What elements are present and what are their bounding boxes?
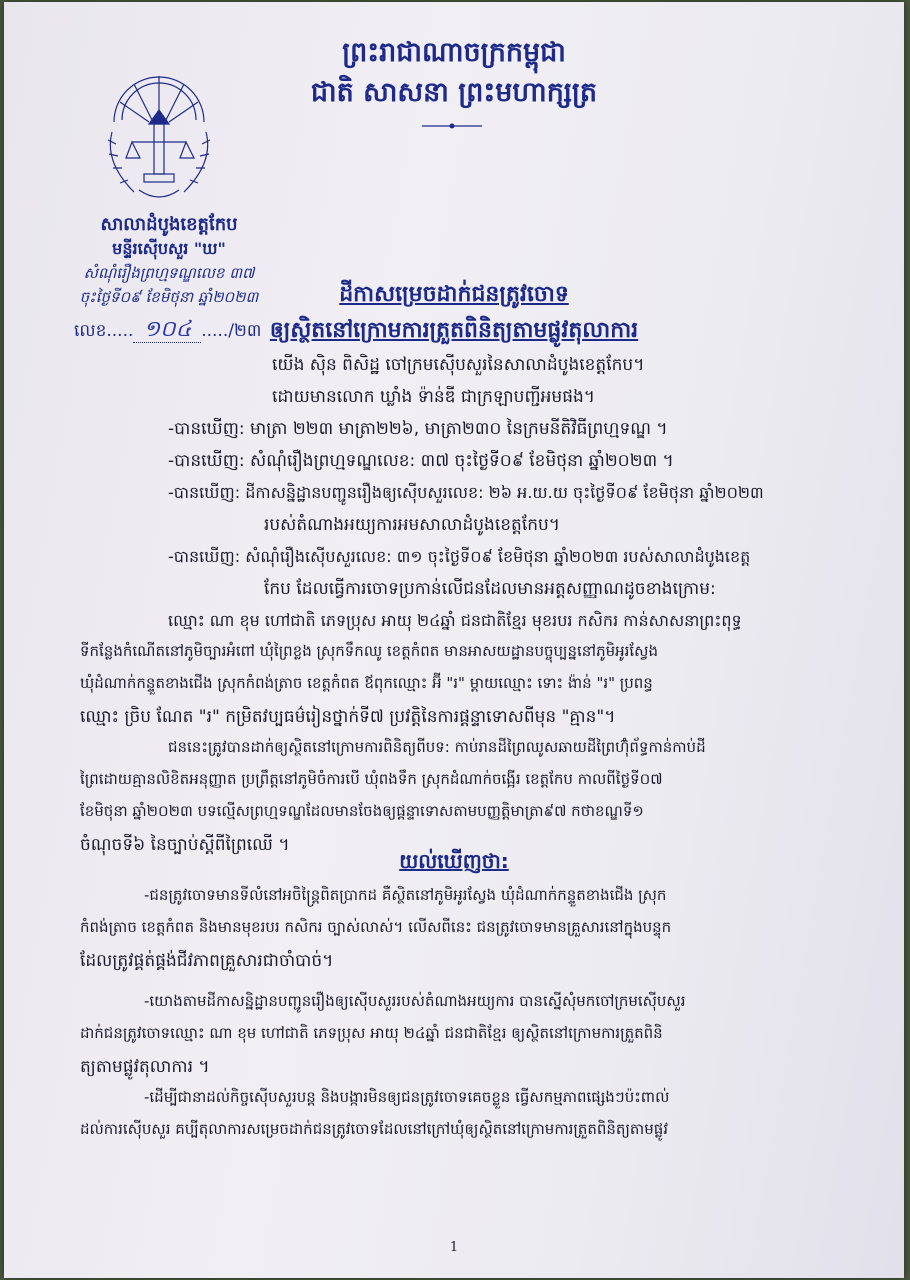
body-line: ឈ្មោះ ច្រិប ណែត "រ" កម្រិតវប្បធម៌រៀនថ្នាក់ទី៧ ប្រវត្តិនៃការផ្តន្ទាទោសពីមុន "គ្មាន"។ (80, 707, 616, 727)
body-line: -យោងតាមដីកាសន្និដ្ឋានបញ្ជូនរឿងឲ្យស៊ើបសួររបស់តំណាងអយ្យការ បានស្នើសុំមកចៅក្រមស៊ើបសួរ (144, 992, 686, 1010)
body-line: ចំណុចទី៦ នៃច្បាប់ស្តីពីព្រៃឈើ ។ (80, 835, 290, 855)
findings-heading: យល់ឃើញថា: (399, 849, 509, 873)
case-file-number: សំណុំរឿងព្រហ្មទណ្ឌលេខ ៣៧ (83, 264, 255, 282)
body-line: ឃុំដំណាក់កន្ទួតខាងជើង ស្រុកកំពង់ត្រាច ខេត្តកំពត ឪពុកឈ្មោះ អ៊ី "រ" ម្តាយឈ្មោះ ទោះ ង៉ាន់ "រ" ប្រពន្ធ (80, 674, 653, 692)
body-line: ទីកន្លែងកំណើតនៅភូមិច្បារអំពៅ ឃុំព្រៃខ្លង ស្រុកទឹកឈូ ខេត្តកំពត មានអាសយដ្ឋានបច្ចុប្បន្ននៅភូមិអូរស្វែង (80, 642, 658, 660)
body-line: របស់តំណាងអយ្យការអមសាលាដំបូងខេត្តកែប។ (264, 515, 561, 535)
document-subtitle: ឲ្យស្ថិតនៅក្រោមការត្រួតពិនិត្យតាមផ្លូវតុលាការ (269, 318, 639, 343)
reference-label: លេខ..... (74, 321, 134, 341)
body-line: ខែមិថុនា ឆ្នាំ២០២៣ បទល្មើសព្រហ្មទណ្ឌដែលមានចែងឲ្យផ្តន្ទាទោសតាមបញ្ញត្តិមាត្រា៩៧ កថាខណ្ឌទី១ (80, 802, 644, 820)
body-line: យើង ស៊ិន ពិសិដ្ឋ ចៅក្រមស៊ើបសួរនៃសាលាដំបូងខេត្តកែប។ (272, 355, 645, 375)
court-name: សាលាដំបូងខេត្តកែប (100, 214, 238, 235)
body-line: -បានឃើញ: មាត្រា ២២៣ មាត្រា២២៦, មាត្រា២៣០ នៃក្រមនីតិវិធីព្រហ្មទណ្ឌ ។ (168, 419, 668, 439)
body-line: ជននេះត្រូវបានដាក់ឲ្យស្ថិតនៅក្រោមការពិនិត្យពីបទ: កាប់រានដីព្រៃឈូសឆាយដីព្រៃហ៊ុំព័ទ្ធកាន់កាប់ដី (168, 738, 706, 756)
body-line: -បានឃើញ: សំណុំរឿងស៊ើបសួរលេខ: ៣១ ចុះថ្ងៃទី០៩ ខែមិថុនា ឆ្នាំ២០២៣ របស់សាលាដំបូងខេត្ត (168, 547, 751, 566)
body-line: -ជនត្រូវចោទមានទីលំនៅអចិន្ត្រៃពិតប្រាកដ គឺស្ថិតនៅភូមិអូរស្វែង ឃុំដំណាក់កន្ទួតខាងជើង ស្រុក (144, 886, 667, 904)
page-number: 1 (449, 1240, 459, 1255)
body-line: កែប ដែលធ្វើការចោទប្រកាន់លើជនដែលមានអត្តសញ្ញាណដូចខាងក្រោម: (264, 579, 716, 599)
royal-emblem-icon (94, 62, 224, 212)
body-line: ត្យតាមផ្លូវតុលាការ ។ (80, 1057, 210, 1077)
reference-suffix: ...../២៣ (201, 321, 262, 341)
body-line: កំពង់ត្រាច ខេត្តកំពត និងមានមុខរបរ កសិករ ច្បាស់លាស់។ លើសពីនេះ ជនត្រូវចោទមានគ្រួសារនៅក្នុងបន្ទុក (80, 918, 672, 936)
document-title: ដីកាសម្រេចដាក់ជនត្រូវចោទ (339, 282, 569, 307)
divider-ornament-icon (422, 122, 482, 130)
reference-handwritten-number: ១០៤ (133, 317, 201, 343)
body-line: ដោយមានលោក ឃ្លាំង ទ៉ាន់ឌី ជាក្រឡាបញ្ជីអមផង។ (272, 387, 596, 407)
body-line: ដល់ការស៊ើបសួរ គប្បីតុលាការសម្រេចដាក់ជនត្រូវចោទដែលនៅក្រៅឃុំឲ្យស្ថិតនៅក្រោមការត្រួតពិនិត្យតាមផ្លូវ (80, 1120, 668, 1138)
document-page (4, 2, 904, 1278)
body-line: ដែលត្រូវផ្គត់ផ្គង់ជីវភាពគ្រួសារជាចាំបាច់។ (80, 951, 334, 971)
body-line: -បានឃើញ: ដីកាសន្និដ្ឋានបញ្ជូនរឿងឲ្យស៊ើបសួរលេខ: ២៦ អ.យ.យ ចុះថ្ងៃទី០៩ ខែមិថុនា ឆ្នាំ២០២៣ (168, 483, 764, 502)
body-line: ឈ្មោះ ណា ខុម ហៅជាតិ ភេទប្រុស អាយុ ២៤ឆ្នាំ ជនជាតិខ្មែរ មុខរបរ កសិករ កាន់សាសនាព្រះពុទ្ធ (168, 611, 742, 630)
case-file-date: ចុះថ្ងៃទី០៩ ខែមិថុនា ឆ្នាំ២០២៣ (79, 288, 259, 306)
kingdom-heading: ព្រះរាជាណាចក្រកម្ពុជា (342, 37, 566, 68)
body-line: ព្រៃដោយគ្មានលិខិតអនុញ្ញាត ប្រព្រឹត្តនៅភូមិចំការបើ ឃុំពងទឹក ស្រុកដំណាក់ចង្អើរ ខេត្តកែប កាលពីថ្ងៃទី០៧ (80, 770, 663, 788)
body-line: -បានឃើញ: សំណុំរឿងព្រហ្មទណ្ឌលេខ: ៣៧ ចុះថ្ងៃទី០៩ ខែមិថុនា ឆ្នាំ២០២៣ ។ (168, 451, 674, 471)
body-line: -ដើម្បីជានាដល់កិច្ចស៊ើបសួរបន្ត និងបង្ការមិនឲ្យជនត្រូវចោទគេចខ្លួន ធ្វើសកម្មភាពផ្សេងៗប៉ះពាល់ (144, 1088, 670, 1106)
national-motto: ជាតិ សាសនា ព្រះមហាក្សត្រ (310, 77, 598, 108)
investigation-office: មន្ទីរស៊ើបសួរ "ឃ" (112, 239, 226, 258)
body-line: ដាក់ជនត្រូវចោទឈ្មោះ ណា ខុម ហៅជាតិ ភេទប្រុស អាយុ ២៤ឆ្នាំ ជនជាតិខ្មែរ ឲ្យស្ថិតនៅក្រោមការត្រួតពិនិ (80, 1024, 663, 1042)
